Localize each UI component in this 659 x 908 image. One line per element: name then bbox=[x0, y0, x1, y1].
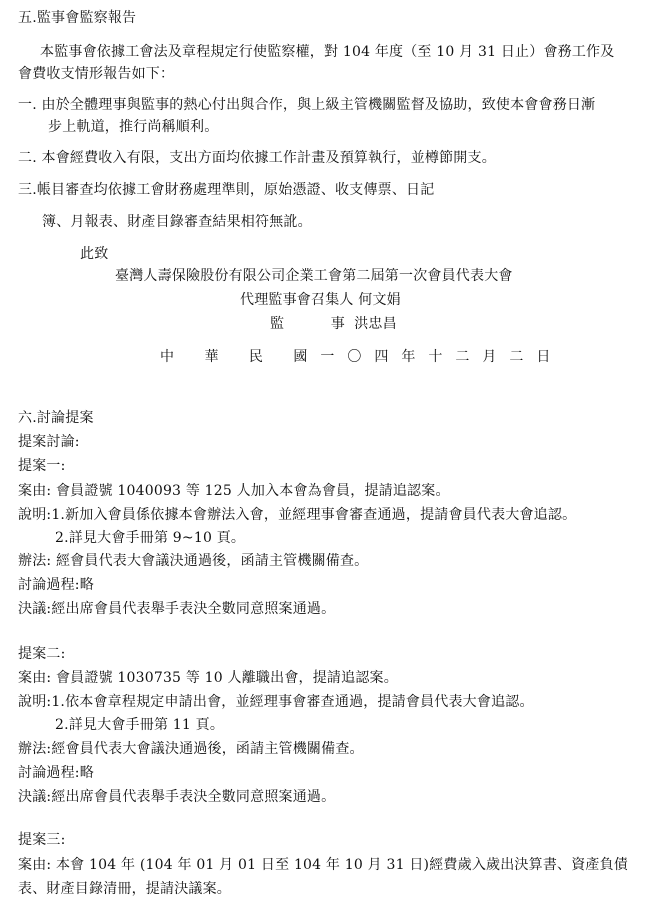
proposal1-process: 討論過程:略 bbox=[18, 577, 94, 593]
proposal1-method: 辦法: 經會員代表大會議決通過後，函請主管機關備查。 bbox=[18, 553, 369, 569]
proposal3-reason-line2: 表、財產目錄清冊，提請決議案。 bbox=[18, 881, 231, 897]
proposal1-note2: 2.詳見大會手冊第 9~10 頁。 bbox=[55, 530, 246, 546]
proposal3-title: 提案三: bbox=[18, 832, 66, 848]
proposal2-reason: 案由: 會員證號 1030735 等 10 人離職出會，提請追認案。 bbox=[18, 670, 398, 686]
proposal2-note1: 說明:1.依本會章程規定申請出會，並經理事會審查通過，提請會員代表大會追認。 bbox=[18, 694, 534, 710]
report-item1-line1: 一. 由於全體理事與監事的熱心付出與合作，與上級主管機關監督及協助，致使本會會務日漸 bbox=[18, 97, 596, 113]
proposal2-note2: 2.詳見大會手冊第 11 頁。 bbox=[55, 717, 225, 733]
proposal1-title: 提案一: bbox=[18, 458, 66, 474]
report-intro-line1: 本監事會依據工會法及章程規定行使監察權，對 104 年度（至 10 月 31 日止）會務工作及 bbox=[40, 44, 615, 60]
report-addressee: 臺灣人壽保險股份有限公司企業工會第二屆第一次會員代表大會 bbox=[115, 268, 513, 284]
proposal1-note1: 說明:1.新加入會員係依據本會辦法入會，並經理事會審查通過，提請會員代表大會追認。 bbox=[18, 507, 577, 523]
proposal2-resolution: 決議:經出席會員代表舉手表決全數同意照案通過。 bbox=[18, 789, 336, 805]
discussion-heading: 六.討論提案 bbox=[18, 410, 94, 426]
discussion-subheading: 提案討論: bbox=[18, 434, 80, 450]
report-salute: 此致 bbox=[80, 246, 109, 262]
report-date: 中 華 民 國一〇四年十二月二日 bbox=[160, 349, 564, 365]
report-item2: 二. 本會經費收入有限，支出方面均依據工作計畫及預算執行，並樽節開支。 bbox=[18, 150, 496, 166]
proposal3-reason-line1: 案由: 本會 104 年 (104 年 01 月 01 日至 104 年 10 月 31 日)經費歲入歲出決算書、資產負債 bbox=[18, 857, 629, 873]
proposal2-process: 討論過程:略 bbox=[18, 765, 94, 781]
report-intro-line2: 會費收支情形報告如下： bbox=[18, 66, 175, 82]
proposal1-reason: 案由: 會員證號 1040093 等 125 人加入本會為會員，提請追認案。 bbox=[18, 483, 450, 499]
report-signer-supervisor: 監 事 洪忠昌 bbox=[270, 316, 397, 332]
report-signer-convener: 代理監事會召集人 何文娟 bbox=[240, 292, 401, 308]
report-item1-line2: 步上軌道，推行尚稱順利。 bbox=[48, 119, 219, 135]
report-item3-line2: 簿、月報表、財產目錄審查結果相符無訛。 bbox=[42, 214, 312, 230]
report-heading: 五.監事會監察報告 bbox=[18, 10, 137, 26]
report-item3-line1: 三.帳目審查均依據工會財務處理準則，原始憑證、收支傳票、日記 bbox=[18, 182, 435, 198]
proposal1-resolution: 決議:經出席會員代表舉手表決全數同意照案通過。 bbox=[18, 601, 336, 617]
proposal2-title: 提案二: bbox=[18, 646, 66, 662]
proposal2-method: 辦法:經會員代表大會議決通過後，函請主管機關備查。 bbox=[18, 741, 364, 757]
